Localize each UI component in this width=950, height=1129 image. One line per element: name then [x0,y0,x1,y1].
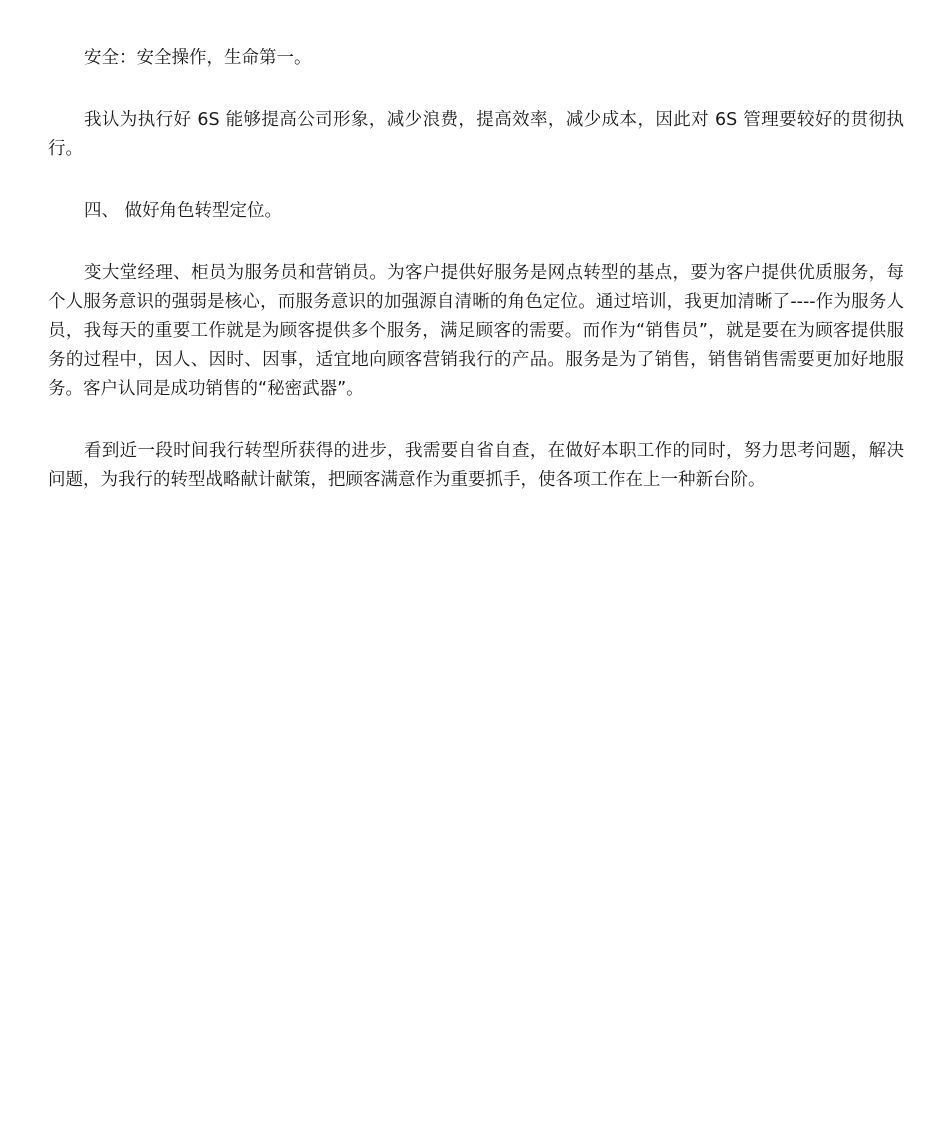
paragraph-role-transition: 变大堂经理、柜员为服务员和营销员。为客户提供好服务是网点转型的基点，要为客户提供优质服务，每个人服务意识的强弱是核心，而服务意识的加强源自清晰的角色定位。通过培训，我更加清晰了----作为服务人员，我每天的重要工作就是为顾客提供多个服务，满足顾客的需要。而作为“销售员”，就是要在为顾客提供服务的过程中，因人、因时、因事，适宜地向顾客营销我行的产品。服务是为了销售，销售销售需要更加好地服务。客户认同是成功销售的“秘密武器”。 [48,263,904,399]
section-heading-role-transition: 四、 做好角色转型定位。 [84,201,283,221]
paragraph-safety: 安全：安全操作，生命第一。 [84,48,312,68]
document-page [48,44,904,528]
paragraph-6s-management: 我认为执行好 6S 能够提高公司形象，减少浪费，提高效率，减少成本，因此对 6S 管理要较好的贯彻执行。 [48,110,904,159]
paragraph-conclusion: 看到近一段时间我行转型所获得的进步，我需要自省自查，在做好本职工作的同时，努力思考问题，解决问题，为我行的转型战略献计献策，把顾客满意作为重要抓手，使各项工作在上一种新台阶。 [48,441,904,490]
